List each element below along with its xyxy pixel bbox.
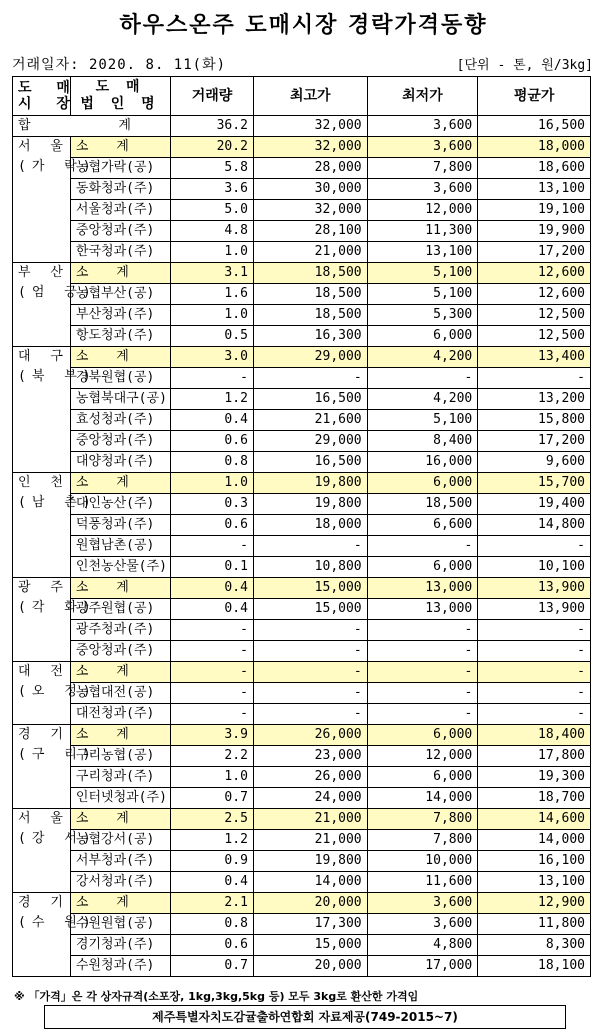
max-price-cell: 32,000 bbox=[253, 137, 367, 158]
min-price-cell: 3,600 bbox=[367, 137, 478, 158]
header-min: 최저가 bbox=[367, 77, 478, 116]
volume-cell: 4.8 bbox=[171, 221, 254, 242]
min-price-cell: 6,000 bbox=[367, 326, 478, 347]
market-cell bbox=[13, 893, 97, 977]
min-price-cell: 7,800 bbox=[367, 830, 478, 851]
max-price-cell: 18,500 bbox=[253, 284, 367, 305]
min-price-cell: 7,800 bbox=[367, 809, 478, 830]
volume-cell: 1.6 bbox=[171, 284, 254, 305]
table-row bbox=[13, 536, 591, 557]
avg-price-cell: 15,800 bbox=[478, 410, 591, 431]
avg-price-cell: 13,400 bbox=[478, 347, 591, 368]
corp-name: 중앙청과(주) bbox=[70, 431, 170, 452]
corp-name: 수원청과(주) bbox=[70, 956, 170, 977]
corp-name: 서울청과(주) bbox=[70, 200, 170, 221]
max-price-cell: 24,000 bbox=[253, 788, 367, 809]
corp-name: 소 계 bbox=[70, 473, 170, 494]
market-name: 경 기 bbox=[18, 895, 69, 910]
avg-price-cell: 18,600 bbox=[478, 158, 591, 179]
corp-name: 대인농산(주) bbox=[70, 494, 170, 515]
header-row bbox=[13, 77, 591, 116]
table-row bbox=[13, 746, 591, 767]
market-name: 경 기 bbox=[18, 727, 69, 742]
corp-name: 소 계 bbox=[70, 725, 170, 746]
max-price-cell: 32,000 bbox=[253, 200, 367, 221]
table-row bbox=[13, 242, 591, 263]
avg-price-cell: 12,500 bbox=[478, 326, 591, 347]
table-row bbox=[13, 158, 591, 179]
corp-name: 소 계 bbox=[70, 263, 170, 284]
market-name: 서 울 bbox=[18, 139, 69, 154]
avg-price-cell: - bbox=[478, 368, 591, 389]
volume-cell: - bbox=[171, 620, 254, 641]
volume-cell: 1.2 bbox=[171, 830, 254, 851]
total-volume: 36.2 bbox=[171, 116, 254, 137]
corp-name: 경기청과(주) bbox=[70, 935, 170, 956]
market-cell bbox=[13, 809, 97, 893]
volume-cell: 3.6 bbox=[171, 179, 254, 200]
corp-name: 농협북대구(공) bbox=[70, 389, 170, 410]
max-price-cell: 20,000 bbox=[253, 893, 367, 914]
min-price-cell: 5,100 bbox=[367, 263, 478, 284]
volume-cell: 1.0 bbox=[171, 305, 254, 326]
volume-cell: 3.1 bbox=[171, 263, 254, 284]
min-price-cell: - bbox=[367, 536, 478, 557]
max-price-cell: 21,000 bbox=[253, 830, 367, 851]
max-price-cell: 18,500 bbox=[253, 305, 367, 326]
corp-name: 농협강서(공) bbox=[70, 830, 170, 851]
max-price-cell: 19,800 bbox=[253, 494, 367, 515]
corp-name: 구리청과(주) bbox=[70, 767, 170, 788]
min-price-cell: 6,600 bbox=[367, 515, 478, 536]
table-row bbox=[13, 179, 591, 200]
avg-price-cell: 12,900 bbox=[478, 893, 591, 914]
min-price-cell: 4,200 bbox=[367, 347, 478, 368]
corp-name: 덕풍청과(주) bbox=[70, 515, 170, 536]
avg-price-cell: 11,800 bbox=[478, 914, 591, 935]
max-price-cell: - bbox=[253, 683, 367, 704]
max-price-cell: 23,000 bbox=[253, 746, 367, 767]
table-row bbox=[13, 557, 591, 578]
market-cell bbox=[13, 662, 97, 725]
corp-name: 농협가락(공) bbox=[70, 158, 170, 179]
table-row bbox=[13, 452, 591, 473]
corp-name: 부산청과(주) bbox=[70, 305, 170, 326]
max-price-cell: 16,500 bbox=[253, 452, 367, 473]
max-price-cell: - bbox=[253, 641, 367, 662]
max-price-cell: 14,000 bbox=[253, 872, 367, 893]
volume-cell: 3.0 bbox=[171, 347, 254, 368]
corp-name: 수원원협(공) bbox=[70, 914, 170, 935]
corp-name: 경북원협(공) bbox=[70, 368, 170, 389]
corp-name: 소 계 bbox=[70, 347, 170, 368]
max-price-cell: 15,000 bbox=[253, 935, 367, 956]
table-row bbox=[13, 494, 591, 515]
avg-price-cell: 12,600 bbox=[478, 284, 591, 305]
avg-price-cell: 9,600 bbox=[478, 452, 591, 473]
volume-cell: - bbox=[171, 641, 254, 662]
max-price-cell: 19,800 bbox=[253, 473, 367, 494]
min-price-cell: 16,000 bbox=[367, 452, 478, 473]
min-price-cell: - bbox=[367, 368, 478, 389]
market-cell bbox=[13, 263, 97, 347]
table-row bbox=[13, 872, 591, 893]
corp-name: 동화청과(주) bbox=[70, 179, 170, 200]
volume-cell: 1.0 bbox=[171, 473, 254, 494]
header-max: 최고가 bbox=[253, 77, 367, 116]
min-price-cell: - bbox=[367, 683, 478, 704]
avg-price-cell: 14,600 bbox=[478, 809, 591, 830]
header-market-top: 도 매 bbox=[18, 80, 80, 96]
avg-price-cell: 19,100 bbox=[478, 200, 591, 221]
volume-cell: 0.5 bbox=[171, 326, 254, 347]
avg-price-cell: - bbox=[478, 620, 591, 641]
max-price-cell: 15,000 bbox=[253, 578, 367, 599]
volume-cell: 0.6 bbox=[171, 431, 254, 452]
volume-cell: - bbox=[171, 683, 254, 704]
corp-name: 농협부산(공) bbox=[70, 284, 170, 305]
avg-price-cell: - bbox=[478, 683, 591, 704]
market-name: 광 주 bbox=[18, 580, 69, 595]
min-price-cell: 5,100 bbox=[367, 410, 478, 431]
max-price-cell: 20,000 bbox=[253, 956, 367, 977]
subtotal-row bbox=[13, 137, 591, 158]
table-row bbox=[13, 851, 591, 872]
table-row bbox=[13, 305, 591, 326]
volume-cell: 0.4 bbox=[171, 578, 254, 599]
max-price-cell: 29,000 bbox=[253, 431, 367, 452]
corp-name: 광주청과(주) bbox=[70, 620, 170, 641]
max-price-cell: 18,500 bbox=[253, 263, 367, 284]
max-price-cell: 15,000 bbox=[253, 599, 367, 620]
max-price-cell: 21,000 bbox=[253, 809, 367, 830]
header-corp-bottom: 법 인 명 bbox=[80, 96, 161, 112]
market-cell bbox=[13, 725, 97, 809]
corp-name: 소 계 bbox=[70, 893, 170, 914]
subtotal-row bbox=[13, 347, 591, 368]
volume-cell: 5.0 bbox=[171, 200, 254, 221]
volume-cell: 2.1 bbox=[171, 893, 254, 914]
corp-name: 구리농협(공) bbox=[70, 746, 170, 767]
avg-price-cell: 13,900 bbox=[478, 578, 591, 599]
avg-price-cell: 18,100 bbox=[478, 956, 591, 977]
corp-name: 소 계 bbox=[70, 578, 170, 599]
footnote: ※ 「가격」은 각 상자규격(소포장, 1kg,3kg,5kg 등) 모두 3kg로 환산한 가격임 bbox=[14, 990, 419, 1003]
corp-name: 강서청과(주) bbox=[70, 872, 170, 893]
market-location: (수 원) bbox=[18, 915, 97, 930]
volume-cell: 2.2 bbox=[171, 746, 254, 767]
table-row bbox=[13, 368, 591, 389]
min-price-cell: 13,000 bbox=[367, 599, 478, 620]
corp-name: 소 계 bbox=[70, 137, 170, 158]
volume-cell: 0.8 bbox=[171, 452, 254, 473]
header-corp-top: 도 매 bbox=[95, 79, 146, 95]
corp-name: 항도청과(주) bbox=[70, 326, 170, 347]
unit-label: [단위 - 톤, 원/3kg] bbox=[456, 58, 593, 73]
subtotal-row bbox=[13, 809, 591, 830]
header-corp bbox=[70, 77, 170, 116]
corp-name: 대양청과(주) bbox=[70, 452, 170, 473]
table-row bbox=[13, 641, 591, 662]
corp-name: 소 계 bbox=[70, 662, 170, 683]
table-row bbox=[13, 788, 591, 809]
market-cell bbox=[13, 137, 97, 263]
volume-cell: 1.2 bbox=[171, 389, 254, 410]
table-row bbox=[13, 284, 591, 305]
avg-price-cell: 13,100 bbox=[478, 872, 591, 893]
volume-cell: 0.7 bbox=[171, 788, 254, 809]
subtotal-row bbox=[13, 578, 591, 599]
market-name: 서 울 bbox=[18, 811, 69, 826]
total-row bbox=[13, 116, 591, 137]
market-cell bbox=[13, 347, 97, 473]
market-location: (가 락) bbox=[18, 159, 97, 174]
min-price-cell: 13,000 bbox=[367, 578, 478, 599]
corp-name: 인터넷청과(주) bbox=[70, 788, 170, 809]
volume-cell: 1.0 bbox=[171, 242, 254, 263]
avg-price-cell: - bbox=[478, 641, 591, 662]
corp-name: 효성청과(주) bbox=[70, 410, 170, 431]
market-location: (강 서) bbox=[18, 831, 97, 846]
min-price-cell: 18,500 bbox=[367, 494, 478, 515]
avg-price-cell: 17,800 bbox=[478, 746, 591, 767]
avg-price-cell: - bbox=[478, 662, 591, 683]
max-price-cell: 26,000 bbox=[253, 767, 367, 788]
avg-price-cell: - bbox=[478, 704, 591, 725]
min-price-cell: 14,000 bbox=[367, 788, 478, 809]
max-price-cell: 10,800 bbox=[253, 557, 367, 578]
corp-name: 대전청과(주) bbox=[70, 704, 170, 725]
avg-price-cell: 18,000 bbox=[478, 137, 591, 158]
corp-name: 소 계 bbox=[70, 809, 170, 830]
max-price-cell: 28,000 bbox=[253, 158, 367, 179]
max-price-cell: - bbox=[253, 704, 367, 725]
volume-cell: 0.4 bbox=[171, 872, 254, 893]
volume-cell: 0.6 bbox=[171, 515, 254, 536]
header-market-bottom: 시 장 bbox=[18, 96, 80, 112]
min-price-cell: 6,000 bbox=[367, 557, 478, 578]
volume-cell: 20.2 bbox=[171, 137, 254, 158]
avg-price-cell: 13,200 bbox=[478, 389, 591, 410]
subtotal-row bbox=[13, 725, 591, 746]
volume-cell: 0.8 bbox=[171, 914, 254, 935]
table-row bbox=[13, 956, 591, 977]
corp-name: 농협대전(공) bbox=[70, 683, 170, 704]
volume-cell: 0.4 bbox=[171, 599, 254, 620]
avg-price-cell: 14,800 bbox=[478, 515, 591, 536]
min-price-cell: 3,600 bbox=[367, 893, 478, 914]
avg-price-cell: 19,900 bbox=[478, 221, 591, 242]
avg-price-cell: 18,400 bbox=[478, 725, 591, 746]
min-price-cell: 4,800 bbox=[367, 935, 478, 956]
market-location: (남 촌) bbox=[18, 495, 97, 510]
max-price-cell: - bbox=[253, 662, 367, 683]
subtotal-row bbox=[13, 473, 591, 494]
avg-price-cell: 12,500 bbox=[478, 305, 591, 326]
table-row bbox=[13, 704, 591, 725]
avg-price-cell: 16,100 bbox=[478, 851, 591, 872]
table-row bbox=[13, 683, 591, 704]
avg-price-cell: 8,300 bbox=[478, 935, 591, 956]
volume-cell: - bbox=[171, 704, 254, 725]
avg-price-cell: 19,400 bbox=[478, 494, 591, 515]
table-row bbox=[13, 599, 591, 620]
min-price-cell: 6,000 bbox=[367, 767, 478, 788]
price-table-body bbox=[13, 116, 591, 977]
max-price-cell: - bbox=[253, 620, 367, 641]
table-row bbox=[13, 935, 591, 956]
avg-price-cell: 17,200 bbox=[478, 242, 591, 263]
subtotal-row bbox=[13, 662, 591, 683]
source-text: 제주특별자치도감귤출하연합회 자료제공(749-2015~7) bbox=[152, 1010, 458, 1024]
volume-cell: - bbox=[171, 368, 254, 389]
min-price-cell: 8,400 bbox=[367, 431, 478, 452]
market-name: 부 산 bbox=[18, 265, 69, 280]
table-row bbox=[13, 200, 591, 221]
table-row bbox=[13, 431, 591, 452]
max-price-cell: 19,800 bbox=[253, 851, 367, 872]
max-price-cell: 21,000 bbox=[253, 242, 367, 263]
market-location: (엄 궁) bbox=[18, 285, 97, 300]
max-price-cell: 26,000 bbox=[253, 725, 367, 746]
volume-cell: 2.5 bbox=[171, 809, 254, 830]
page-title: 하우스온주 도매시장 경락가격동향 bbox=[119, 13, 488, 38]
avg-price-cell: 17,200 bbox=[478, 431, 591, 452]
avg-price-cell: 14,000 bbox=[478, 830, 591, 851]
table-row bbox=[13, 389, 591, 410]
table-row bbox=[13, 410, 591, 431]
min-price-cell: 6,000 bbox=[367, 725, 478, 746]
volume-cell: 0.9 bbox=[171, 851, 254, 872]
volume-cell: - bbox=[171, 662, 254, 683]
market-name: 대 전 bbox=[18, 664, 69, 679]
market-cell bbox=[13, 473, 97, 578]
max-price-cell: 16,500 bbox=[253, 389, 367, 410]
avg-price-cell: 12,600 bbox=[478, 263, 591, 284]
max-price-cell: - bbox=[253, 536, 367, 557]
market-cell bbox=[13, 578, 97, 662]
avg-price-cell: - bbox=[478, 536, 591, 557]
volume-cell: 3.9 bbox=[171, 725, 254, 746]
min-price-cell: 3,600 bbox=[367, 179, 478, 200]
volume-cell: - bbox=[171, 536, 254, 557]
market-location: (구 리) bbox=[18, 747, 97, 762]
corp-name: 인천농산물(주) bbox=[70, 557, 170, 578]
min-price-cell: 11,600 bbox=[367, 872, 478, 893]
min-price-cell: - bbox=[367, 620, 478, 641]
volume-cell: 1.0 bbox=[171, 767, 254, 788]
corp-name: 원협남촌(공) bbox=[70, 536, 170, 557]
avg-price-cell: 13,900 bbox=[478, 599, 591, 620]
volume-cell: 0.4 bbox=[171, 410, 254, 431]
min-price-cell: 12,000 bbox=[367, 200, 478, 221]
market-name: 인 천 bbox=[18, 475, 69, 490]
total-min: 3,600 bbox=[367, 116, 478, 137]
header-market bbox=[13, 77, 80, 116]
min-price-cell: - bbox=[367, 662, 478, 683]
min-price-cell: 3,600 bbox=[367, 914, 478, 935]
min-price-cell: 11,300 bbox=[367, 221, 478, 242]
source-box bbox=[44, 1005, 566, 1029]
market-location: (각 화) bbox=[18, 600, 97, 615]
avg-price-cell: 10,100 bbox=[478, 557, 591, 578]
max-price-cell: 17,300 bbox=[253, 914, 367, 935]
min-price-cell: - bbox=[367, 704, 478, 725]
table-row bbox=[13, 221, 591, 242]
market-location: (오 정) bbox=[18, 684, 97, 699]
total-max: 32,000 bbox=[253, 116, 367, 137]
header-avg: 평균가 bbox=[478, 77, 591, 116]
min-price-cell: 4,200 bbox=[367, 389, 478, 410]
table-row bbox=[13, 914, 591, 935]
min-price-cell: 17,000 bbox=[367, 956, 478, 977]
max-price-cell: 28,100 bbox=[253, 221, 367, 242]
total-label: 합 계 bbox=[13, 116, 171, 137]
corp-name: 서부청과(주) bbox=[70, 851, 170, 872]
max-price-cell: 30,000 bbox=[253, 179, 367, 200]
corp-name: 한국청과(주) bbox=[70, 242, 170, 263]
table-row bbox=[13, 767, 591, 788]
market-name: 대 구 bbox=[18, 349, 69, 364]
min-price-cell: 5,300 bbox=[367, 305, 478, 326]
volume-cell: 5.8 bbox=[171, 158, 254, 179]
min-price-cell: 12,000 bbox=[367, 746, 478, 767]
volume-cell: 0.1 bbox=[171, 557, 254, 578]
min-price-cell: 10,000 bbox=[367, 851, 478, 872]
min-price-cell: 5,100 bbox=[367, 284, 478, 305]
trade-date: 거래일자: 2020. 8. 11(화) bbox=[12, 57, 227, 73]
avg-price-cell: 13,100 bbox=[478, 179, 591, 200]
market-location: (북 부) bbox=[18, 369, 97, 384]
min-price-cell: - bbox=[367, 641, 478, 662]
total-avg: 16,500 bbox=[478, 116, 591, 137]
max-price-cell: 16,300 bbox=[253, 326, 367, 347]
avg-price-cell: 18,700 bbox=[478, 788, 591, 809]
corp-name: 중앙청과(주) bbox=[70, 641, 170, 662]
subtotal-row bbox=[13, 893, 591, 914]
price-table bbox=[12, 76, 591, 977]
corp-name: 중앙청과(주) bbox=[70, 221, 170, 242]
volume-cell: 0.7 bbox=[171, 956, 254, 977]
max-price-cell: 18,000 bbox=[253, 515, 367, 536]
table-row bbox=[13, 326, 591, 347]
max-price-cell: - bbox=[253, 368, 367, 389]
max-price-cell: 29,000 bbox=[253, 347, 367, 368]
min-price-cell: 6,000 bbox=[367, 473, 478, 494]
avg-price-cell: 15,700 bbox=[478, 473, 591, 494]
min-price-cell: 7,800 bbox=[367, 158, 478, 179]
max-price-cell: 21,600 bbox=[253, 410, 367, 431]
subtotal-row bbox=[13, 263, 591, 284]
min-price-cell: 13,100 bbox=[367, 242, 478, 263]
volume-cell: 0.3 bbox=[171, 494, 254, 515]
table-row bbox=[13, 830, 591, 851]
header-volume: 거래량 bbox=[171, 77, 254, 116]
avg-price-cell: 19,300 bbox=[478, 767, 591, 788]
volume-cell: 0.6 bbox=[171, 935, 254, 956]
table-row bbox=[13, 620, 591, 641]
corp-name: 광주원협(공) bbox=[70, 599, 170, 620]
table-row bbox=[13, 515, 591, 536]
